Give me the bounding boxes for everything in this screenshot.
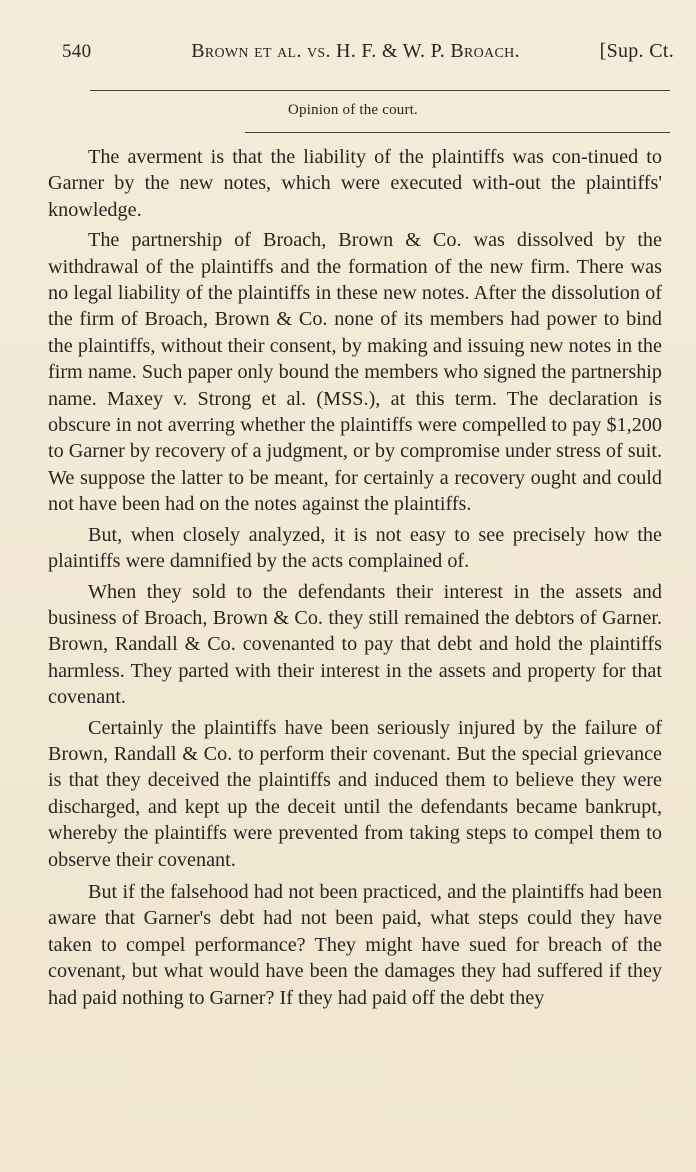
section-subheader: Opinion of the court. xyxy=(287,102,418,118)
subheader-rule xyxy=(245,132,670,133)
header-rule xyxy=(90,90,670,91)
running-title: Brown et al. vs. H. F. & W. P. Broach. xyxy=(191,40,520,62)
page-number: 540 xyxy=(62,41,92,62)
opinion-text xyxy=(48,144,662,1015)
page-header xyxy=(62,40,674,63)
paragraph-5: Certainly the plaintiffs have been seriously injured by the failure of Brown, Randall & Co. to perform their covenant. But the special grievance is that they deceived the plaintiffs and induced them to believe they were discharged, and kept up the deceit until the defendants became bankrupt, whereby the plaintiffs were prevented from taking steps to compel them to observe their covenant. xyxy=(48,716,662,871)
court-label: [Sup. Ct. xyxy=(599,40,674,62)
paragraph-1: The averment is that the liability of the plaintiffs was con-tinued to Garner by the new notes, which were executed with-out the plaintiffs' knowledge. xyxy=(48,146,662,221)
paragraph-2: The partnership of Broach, Brown & Co. was dissolved by the withdrawal of the plaintiffs and the formation of the new firm. There was no legal liability of the plaintiffs in these new notes. After the dissolution of the firm of Broach, Brown & Co. none of its members had power to bind the plaintiffs, without their consent, by making and issuing new notes in the firm name. Such paper only bound the members who signed the partnership name. Maxey v. Strong et al. (MSS.), at this term. The declaration is obscure in not averring whether the plaintiffs were compelled to pay $1,200 to Garner by recovery of a judgment, or by compromise under stress of suit. We suppose the latter to be meant, for certainly a recovery ought and could not have been had on the notes against the plaintiffs. xyxy=(48,229,662,516)
paragraph-3: But, when closely analyzed, it is not easy to see precisely how the plaintiffs were damnified by the acts complained of. xyxy=(48,523,662,573)
paragraph-6: But if the falsehood had not been practiced, and the plaintiffs had been aware that Garner's debt had not been paid, what steps could they have taken to compel performance? They might have sued for breach of the covenant, but what would have been the damages they had suffered if they had paid nothing to Garner? If they had paid off the debt they xyxy=(48,880,662,1009)
paragraph-4: When they sold to the defendants their interest in the assets and business of Broach, Brown & Co. they still remained the debtors of Garner. Brown, Randall & Co. covenanted to pay that debt and hold the plaintiffs harmless. They parted with their interest in the assets and property for that covenant. xyxy=(48,580,662,709)
